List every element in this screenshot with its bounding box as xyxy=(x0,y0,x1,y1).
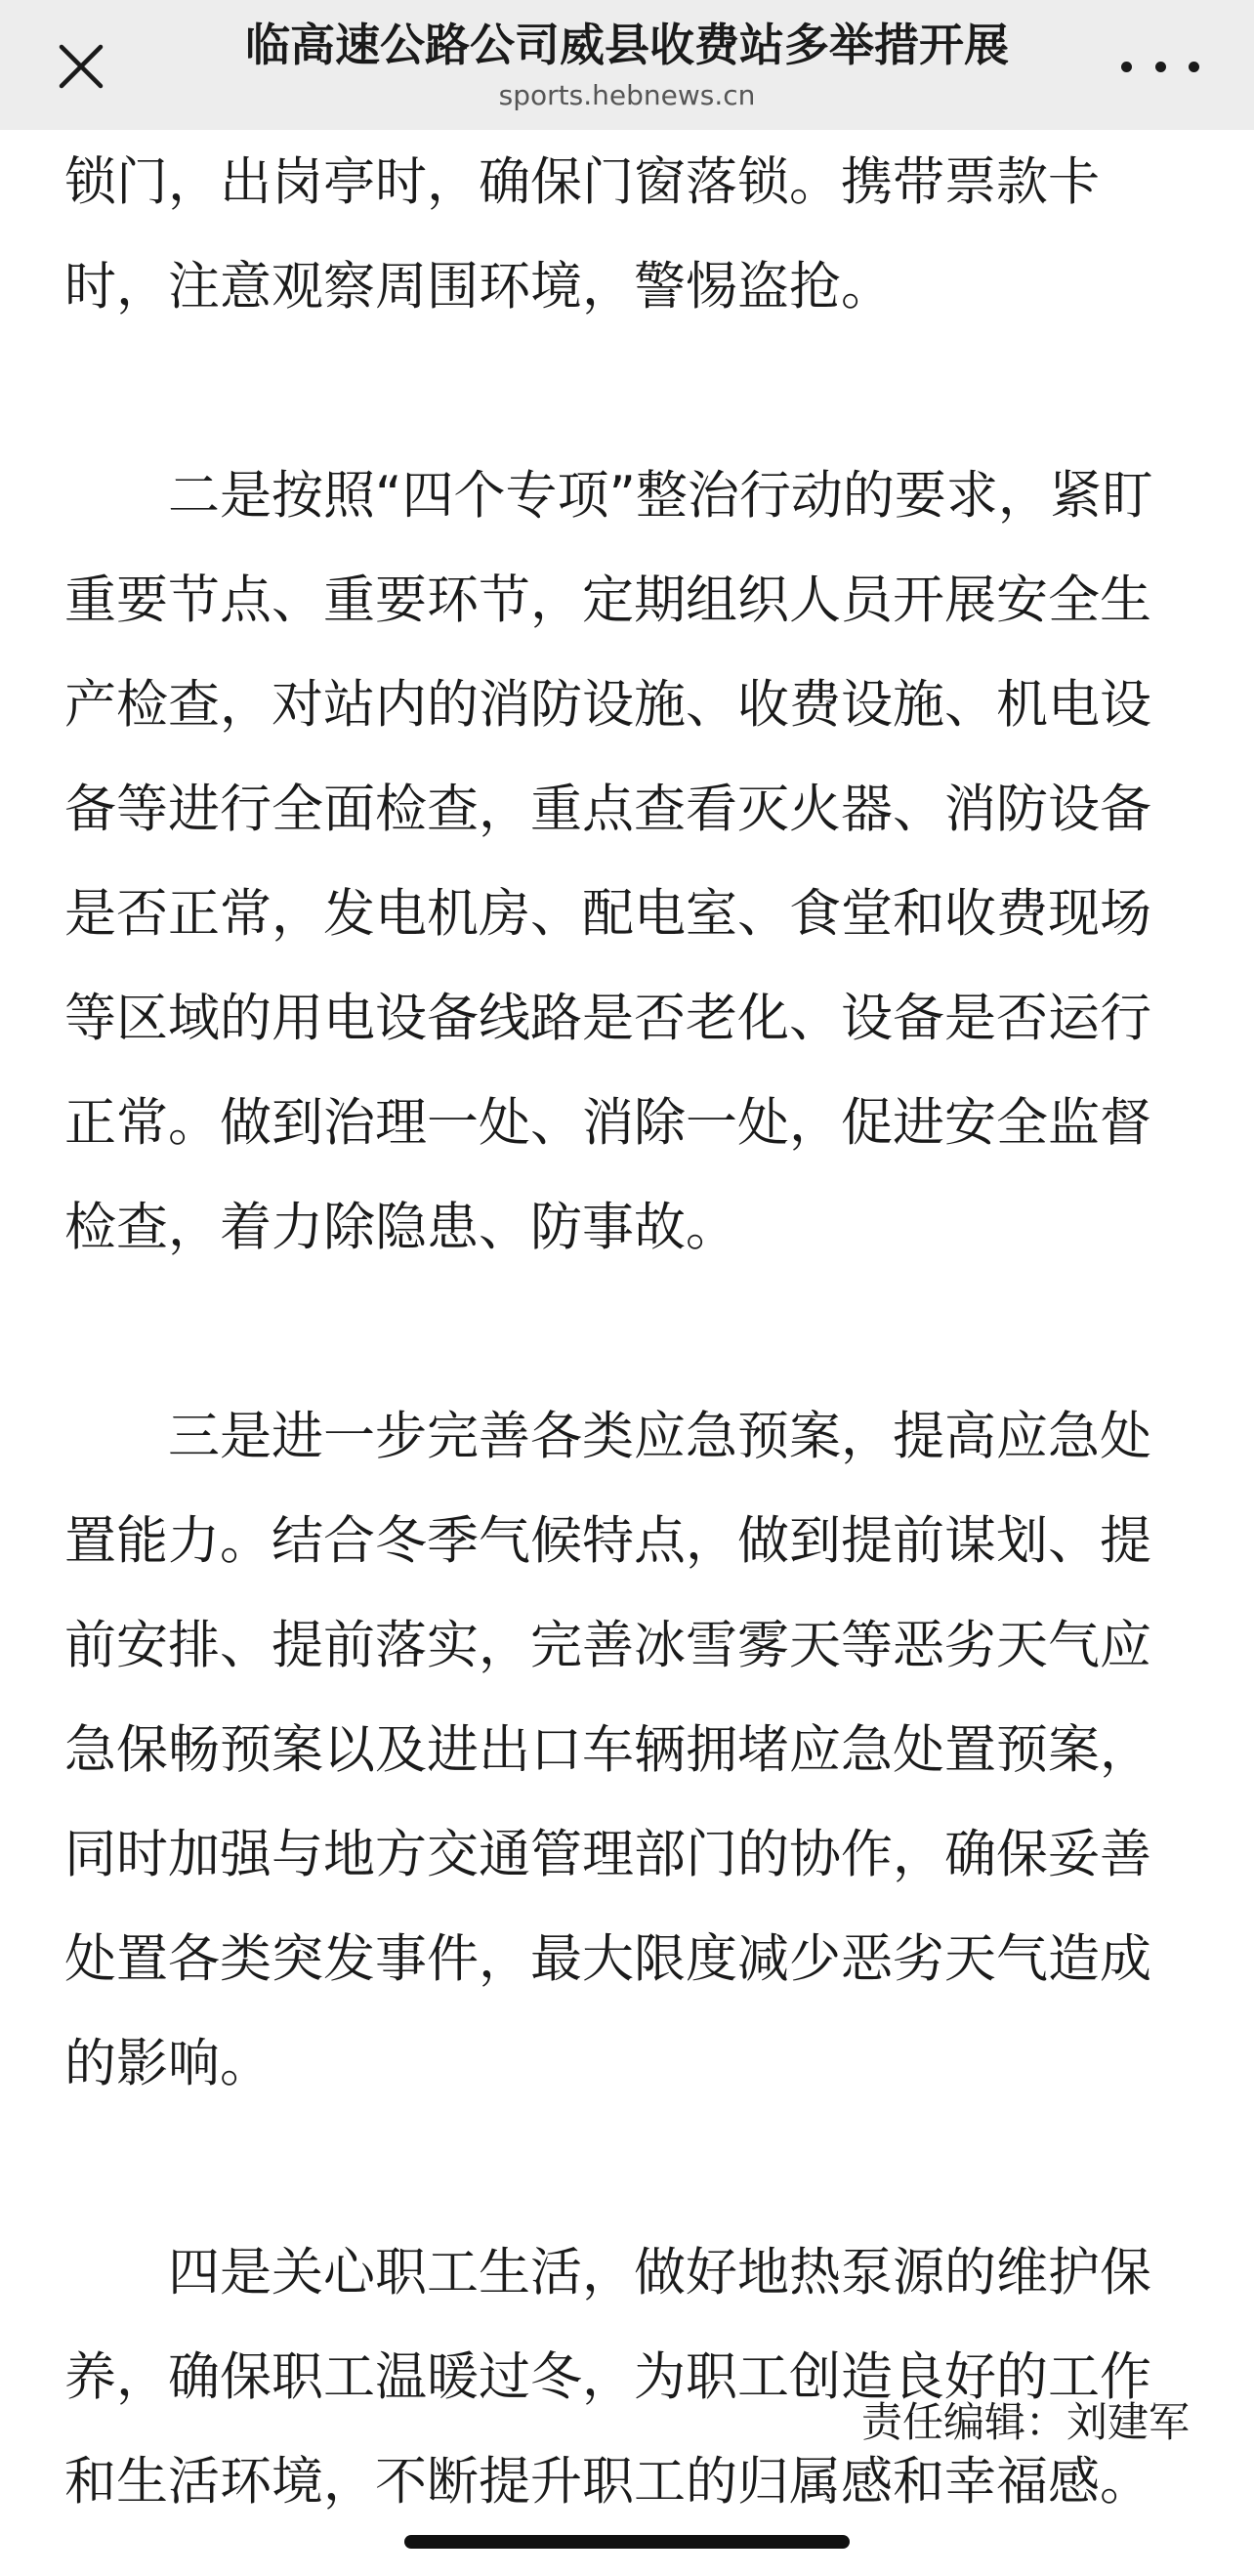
more-icon xyxy=(1121,62,1132,72)
title-area xyxy=(195,14,1059,113)
more-icon-dot xyxy=(1189,62,1199,72)
article-paragraph-4: 四是关心职工生活，做好地热泵源的维护保养，确保职工温暖过冬，为职工创造良好的工作和生活环境，不断提升职工的归属感和幸福感。 xyxy=(64,2243,1151,2512)
article-body xyxy=(64,130,1172,2534)
article-paragraph-2: 二是按照“四个专项”整治行动的要求，紧盯重要节点、重要环节，定期组织人员开展安全生产检查，对站内的消防设施、收费设施、机电设备等进行全面检查，重点查看灭火器、消防设备是否正常，发电机房、配电室、食堂和收费现场等区域的用电设备线路是否老化、设备是否运行正常。做到治理一处、消除一处，促进安全监督检查，着力除隐患、防事故。 xyxy=(64,466,1153,1257)
page-title: 临高速公路公司威县收费站多举措开展 xyxy=(245,19,1009,71)
paragraph-gap xyxy=(64,2116,1172,2220)
article-paragraph-1: 锁门，出岗亭时，确保门窗落锁。携带票款卡时，注意观察周围环境，警惕盗抢。 xyxy=(64,152,1100,317)
home-indicator[interactable] xyxy=(404,2535,850,2549)
paragraph-gap xyxy=(64,1280,1172,1384)
editor-credit: 责任编辑：刘建军 xyxy=(860,2398,1190,2446)
more-button[interactable] xyxy=(1121,37,1199,96)
top-bar xyxy=(0,0,1254,130)
paragraph-gap xyxy=(64,339,1172,443)
article-paragraph-3: 三是进一步完善各类应急预案，提高应急处置能力。结合冬季气候特点，做到提前谋划、提前安排、提前落实，完善冰雪雾天等恶劣天气应急保畅预案以及进出口车辆拥堵应急处置预案，同时加强与地方交通管理部门的协作，确保妥善处置各类突发事件，最大限度减少恶劣天气造成的影响。 xyxy=(64,1407,1151,2093)
close-icon xyxy=(58,43,104,90)
page-domain: sports.hebnews.cn xyxy=(498,79,756,111)
more-icon-dot xyxy=(1155,62,1166,72)
close-button[interactable] xyxy=(49,34,113,99)
